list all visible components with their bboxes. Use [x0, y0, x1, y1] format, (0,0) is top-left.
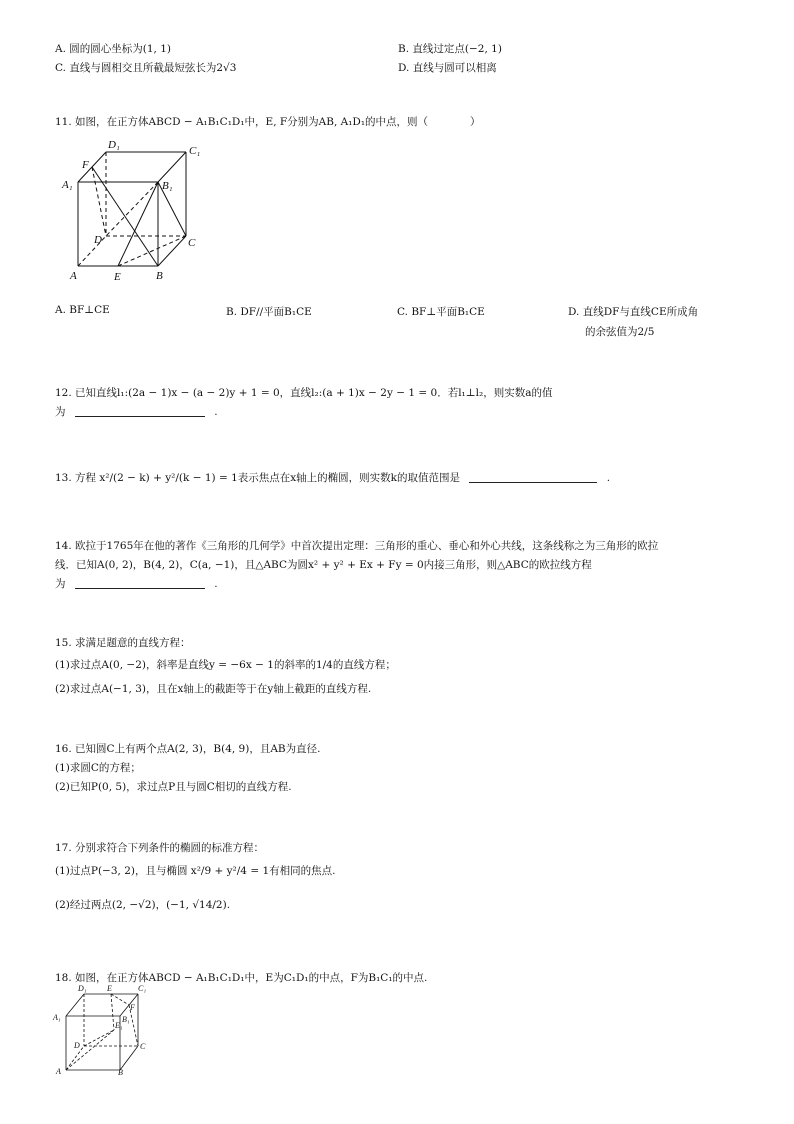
q11-label-f: F: [82, 159, 89, 171]
q11-option-c-text: C. BF⊥平面B₁CE: [397, 306, 485, 318]
q18-label-b: B: [118, 1068, 123, 1076]
q12-line2-prefix: 为: [55, 406, 66, 418]
q18-seg-e-f: [111, 994, 129, 1005]
q11-option-d-line1: D. 直线DF与直线CE所成角: [568, 306, 699, 318]
q18-edge-a1-d1: [66, 994, 84, 1016]
q17-part2: [55, 897, 230, 912]
q13-suffix: .: [606, 472, 611, 484]
q11-option-a-text: A. BF⊥CE: [55, 304, 110, 316]
q15-part1: [55, 657, 396, 672]
q18-label-c: C: [140, 1042, 146, 1051]
q16-part1-text: (1)求圆C的方程；: [55, 762, 141, 774]
q14-line1: [55, 538, 658, 553]
q15-part2-text: (2)求过点A(−1, 3)，且在x轴上的截距等于在y轴上截距的直线方程.: [55, 683, 372, 695]
q16-stem: [55, 741, 320, 756]
q14-line2-text: 线．已知A(0, 2)，B(4, 2)，C(a, −1)，且△ABC为圆x² + y² + Ex + Fy = 0内接三角形，则△ABC的欧拉线方程: [55, 559, 592, 571]
q18-label-e: E: [107, 984, 112, 993]
q11-stem: [55, 114, 481, 129]
q11-option-b-text: B. DF//平面B₁CE: [226, 306, 312, 318]
q18-label-a: A: [56, 1067, 61, 1076]
q14-line3-suffix: .: [214, 578, 218, 590]
q14-line1-text: 14. 欧拉于1765年在他的著作《三角形的几何学》中首次提出定理：三角形的重心、垂心和外心共线，这条线称之为三角形的欧拉: [55, 540, 659, 552]
q11-label-a1: A₁: [62, 179, 73, 191]
q13-text: 13. 方程 x²/(2 − k) + y²/(k − 1) = 1表示焦点在x轴上的椭圆，则实数k的取值范围是: [55, 472, 461, 484]
q11-option-d-cont: [585, 324, 654, 339]
q10-option-d-text: D. 直线与圆可以相离: [398, 62, 497, 74]
q11-option-d-line2: 的余弦值为2/5: [585, 326, 655, 338]
q11-label-c: C: [188, 237, 196, 249]
q16-part1: [55, 760, 141, 775]
q10-option-c: [55, 60, 236, 75]
q11-option-c: [397, 304, 485, 319]
q10-option-a: [55, 41, 171, 56]
q18-seg-e-e1: [111, 994, 114, 1030]
q18-label-c1: C₁: [138, 984, 147, 993]
q18-label-d1: D₁: [78, 984, 87, 993]
q11-option-b: [226, 304, 312, 319]
q18-edge-b-c: [120, 1046, 138, 1070]
q18-label-d: D: [74, 1041, 80, 1050]
q15-stem-text: 15. 求满足题意的直线方程：: [55, 637, 191, 649]
q12-line2-suffix: .: [214, 406, 218, 418]
q18-label-f: F: [130, 1003, 135, 1012]
q14-line3: [55, 576, 218, 591]
q17-part1-text: (1)过点P(−3, 2)，且与椭圆 x²/9 + y²/4 = 1有相同的焦点.: [55, 865, 336, 877]
q10-option-d: [398, 60, 497, 75]
q11-label-c1: C₁: [189, 145, 201, 157]
q18-cube-figure: [52, 982, 152, 1076]
q17-stem: [55, 840, 264, 855]
q18-seg-a-e1: [66, 1030, 114, 1070]
q11-stem-text: 11. 如图，在正方体ABCD − A₁B₁C₁D₁中，E, F分别为AB, A₁D₁的中点，则（ ）: [55, 116, 481, 128]
q16-stem-text: 16. 已知圆C上有两个点A(2, 3)，B(4, 9)，且AB为直径.: [55, 743, 321, 755]
q18-label-a1: A₁: [53, 1013, 61, 1022]
q14-line2: [55, 557, 592, 572]
q12-line1: [55, 385, 552, 400]
q11-label-a: A: [70, 270, 77, 282]
seg-e-c: [118, 236, 186, 266]
q17-part1: [55, 863, 335, 878]
q14-answer-blank[interactable]: [75, 577, 205, 589]
q16-part2-text: (2)已知P(0, 5)，求过点P且与圆C相切的直线方程.: [55, 781, 292, 793]
q11-label-b: B: [156, 270, 163, 282]
q18-seg-d-e1: [84, 1030, 114, 1046]
edge-b1-c1: [158, 152, 186, 182]
q18-stem-text: 18. 如图，在正方体ABCD − A₁B₁C₁D₁中，E为C₁D₁的中点，F为B₁C₁的中点.: [55, 972, 428, 984]
q14-line3-prefix: 为: [55, 578, 66, 590]
q10-option-b-text: B. 直线过定点(−2, 1): [398, 43, 502, 55]
q10-option-a-text: A. 圆的圆心坐标为(1, 1): [55, 43, 171, 55]
q11-label-d1: D₁: [108, 139, 120, 151]
q11-label-d: D: [94, 234, 102, 246]
q11-option-a: [55, 304, 110, 316]
q11-label-b1: B₁: [162, 180, 173, 192]
q12-line2: [55, 404, 218, 419]
seg-e-b1: [118, 182, 158, 266]
edge-b-c: [158, 236, 186, 266]
q10-option-b: [398, 41, 502, 56]
q12-answer-blank[interactable]: [75, 405, 205, 417]
q18-label-b1: B₁: [122, 1015, 130, 1024]
q17-part2-text: (2)经过两点(2, −√2)，(−1, √14/2).: [55, 899, 231, 911]
q18-label-e1: E₁: [115, 1021, 123, 1030]
q15-stem: [55, 635, 191, 650]
q12-line1-text: 12. 已知直线l₁:(2a − 1)x − (a − 2)y + 1 = 0，直线l₂:(a + 1)x − 2y − 1 = 0．若l₁⊥l₂，则实数a的值: [55, 387, 553, 399]
q17-stem-text: 17. 分别求符合下列条件的椭圆的标准方程：: [55, 842, 265, 854]
q11-option-d: [568, 304, 698, 319]
q11-cube-figure: [58, 136, 208, 286]
q13-line: [55, 470, 610, 485]
q10-option-c-text: C. 直线与圆相交且所截最短弦长为2√3: [55, 62, 237, 74]
q13-answer-blank[interactable]: [469, 471, 597, 483]
q15-part1-text: (1)求过点A(0, −2)，斜率是直线y = −6x − 1的斜率的1/4的直线方程；: [55, 659, 396, 671]
q15-part2: [55, 681, 371, 696]
q16-part2: [55, 779, 292, 794]
q11-label-e: E: [114, 271, 121, 283]
